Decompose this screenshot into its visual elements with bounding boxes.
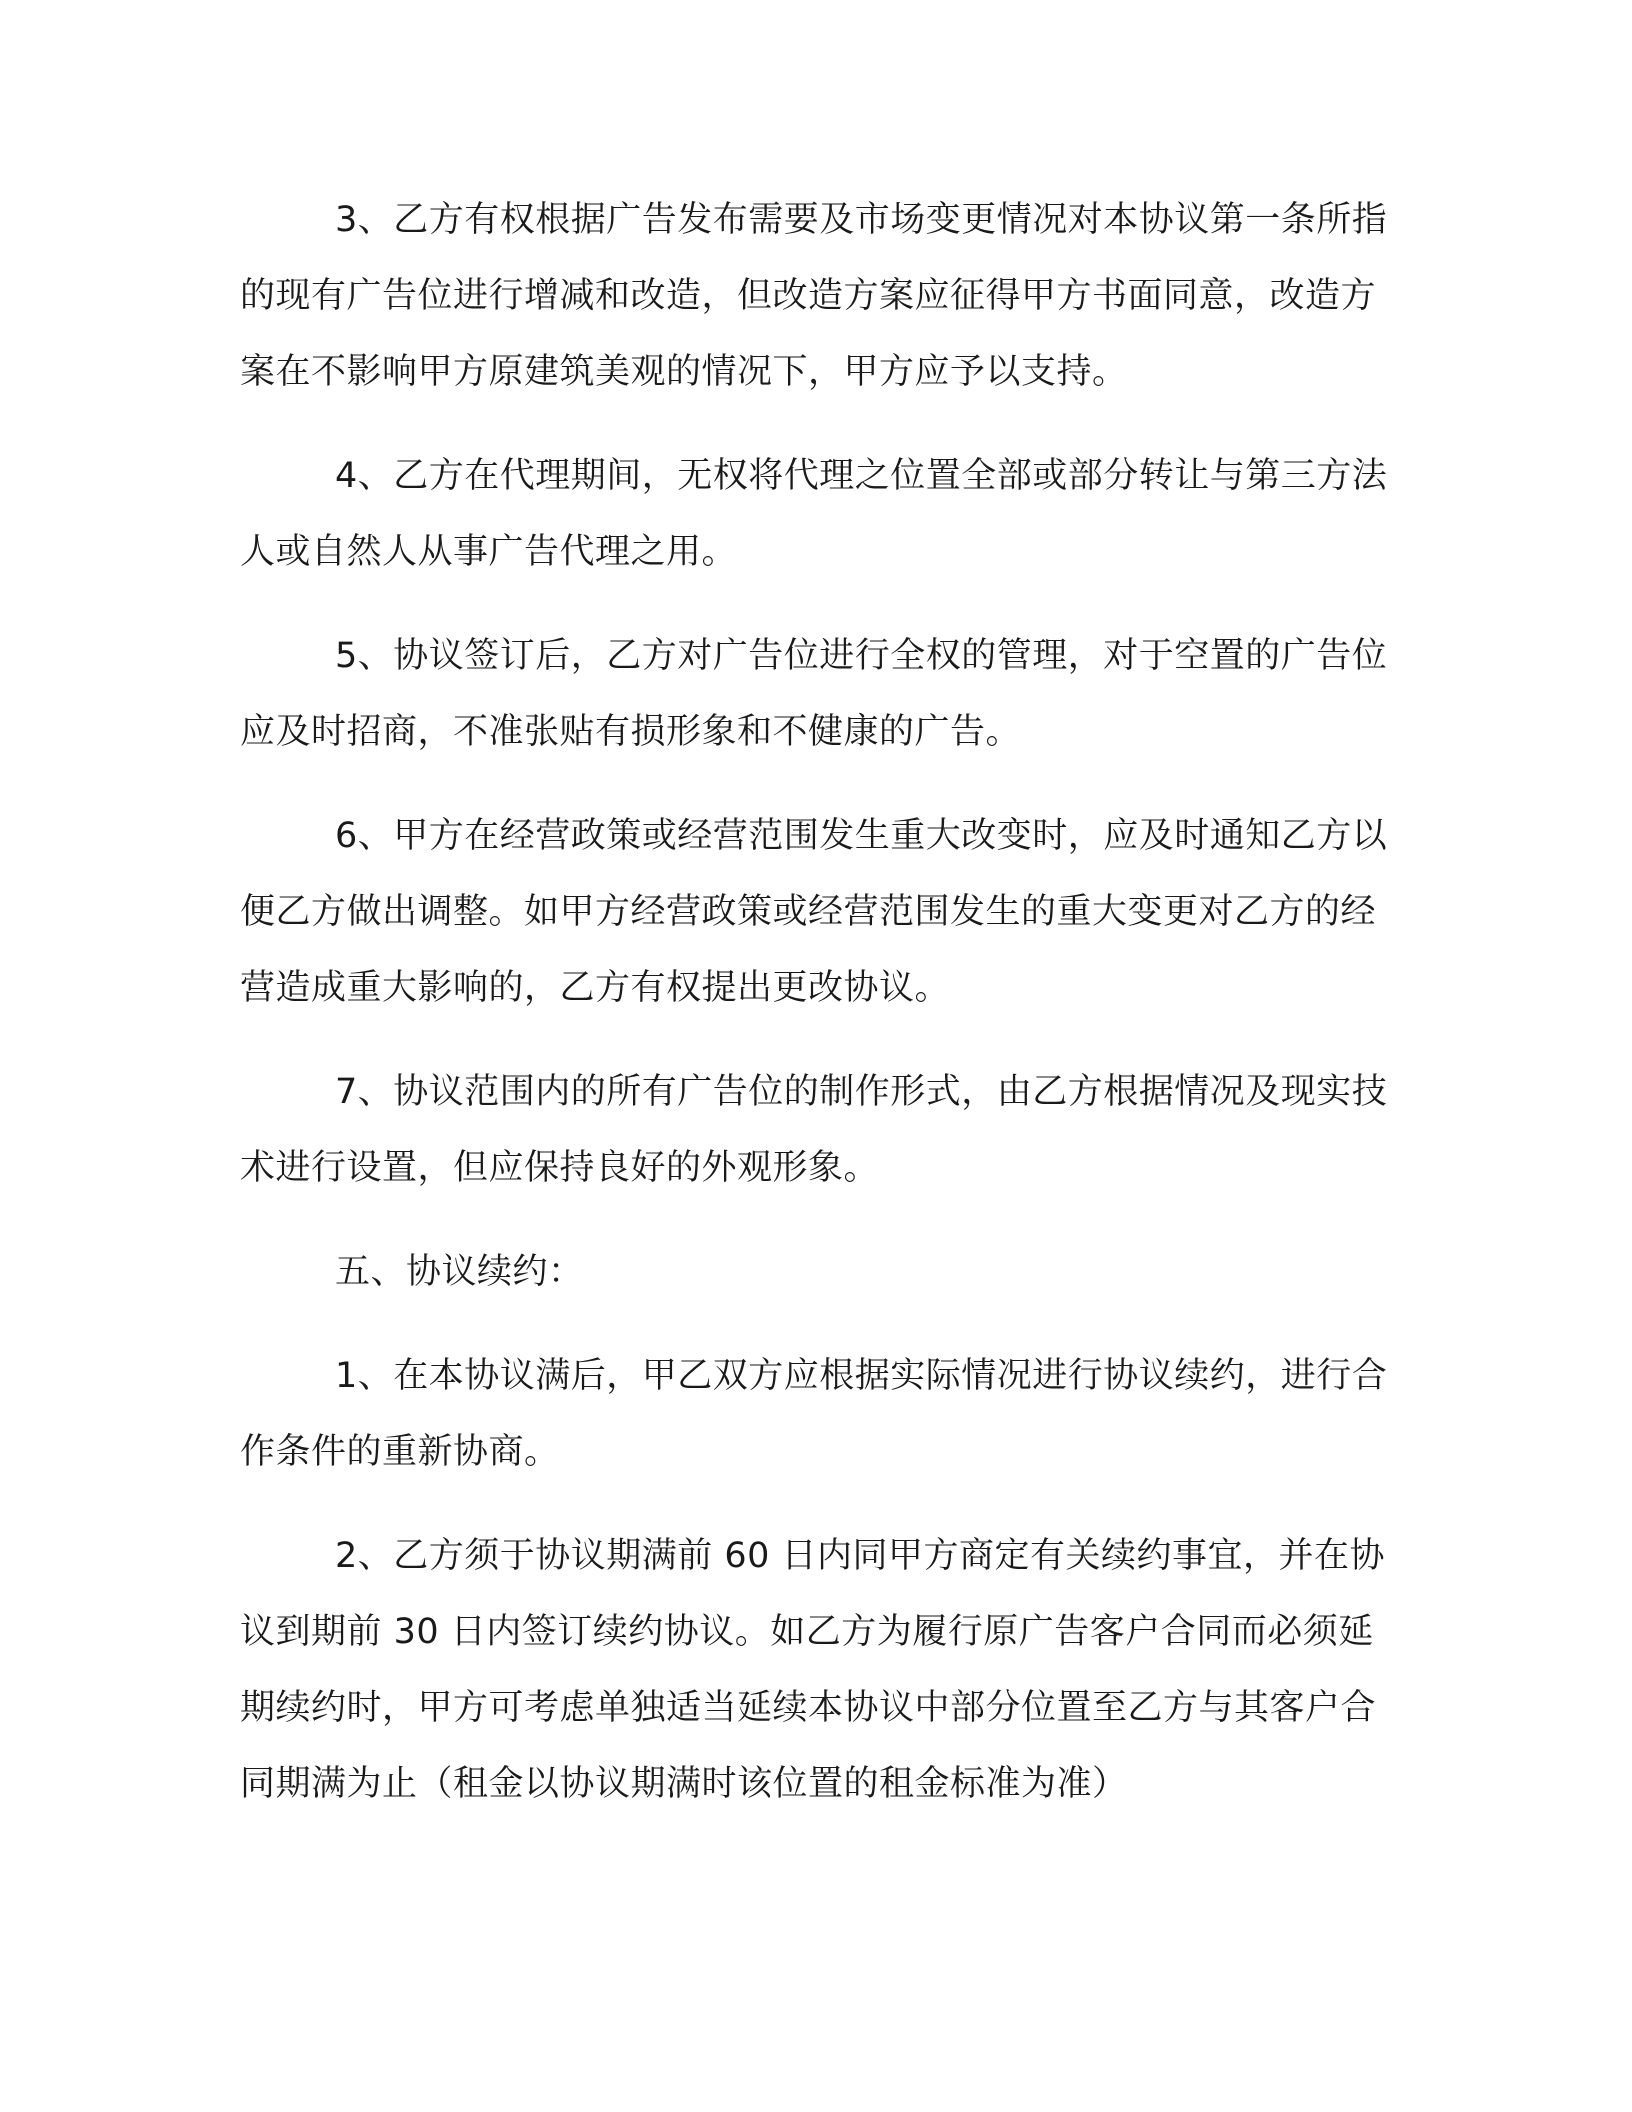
paragraph-renewal-1: 1、在本协议满后，甲乙双方应根据实际情况进行协议续约，进行合作条件的重新协商。	[240, 1356, 1388, 1472]
paragraph-clause-5: 5、协议签订后，乙方对广告位进行全权的管理，对于空置的广告位应及时招商，不准张贴有损形象和不健康的广告。	[240, 636, 1388, 752]
document-body	[240, 182, 1390, 1822]
section-heading-renewal: 五、协议续约：	[335, 1252, 584, 1292]
paragraph-clause-4: 4、乙方在代理期间，无权将代理之位置全部或部分转让与第三方法人或自然人从事广告代理之用。	[240, 456, 1388, 572]
paragraph-clause-7: 7、协议范围内的所有广告位的制作形式，由乙方根据情况及现实技术进行设置，但应保持良好的外观形象。	[240, 1072, 1388, 1188]
paragraph-clause-3: 3、乙方有权根据广告发布需要及市场变更情况对本协议第一条所指的现有广告位进行增减和改造，但改造方案应征得甲方书面同意，改造方案在不影响甲方原建筑美观的情况下，甲方应予以支持。	[240, 200, 1388, 392]
paragraph-renewal-2: 2、乙方须于协议期满前 60 日内同甲方商定有关续约事宜，并在协议到期前 30 日内签订续约协议。如乙方为履行原广告客户合同而必须延期续约时，甲方可考虑单独适当延续本协议中部分位置至乙方与其客户合同期满为止（租金以协议期满时该位置的租金标准为准）	[240, 1536, 1386, 1804]
paragraph-clause-6: 6、甲方在经营政策或经营范围发生重大改变时，应及时通知乙方以便乙方做出调整。如甲方经营政策或经营范围发生的重大变更对乙方的经营造成重大影响的，乙方有权提出更改协议。	[240, 816, 1388, 1008]
